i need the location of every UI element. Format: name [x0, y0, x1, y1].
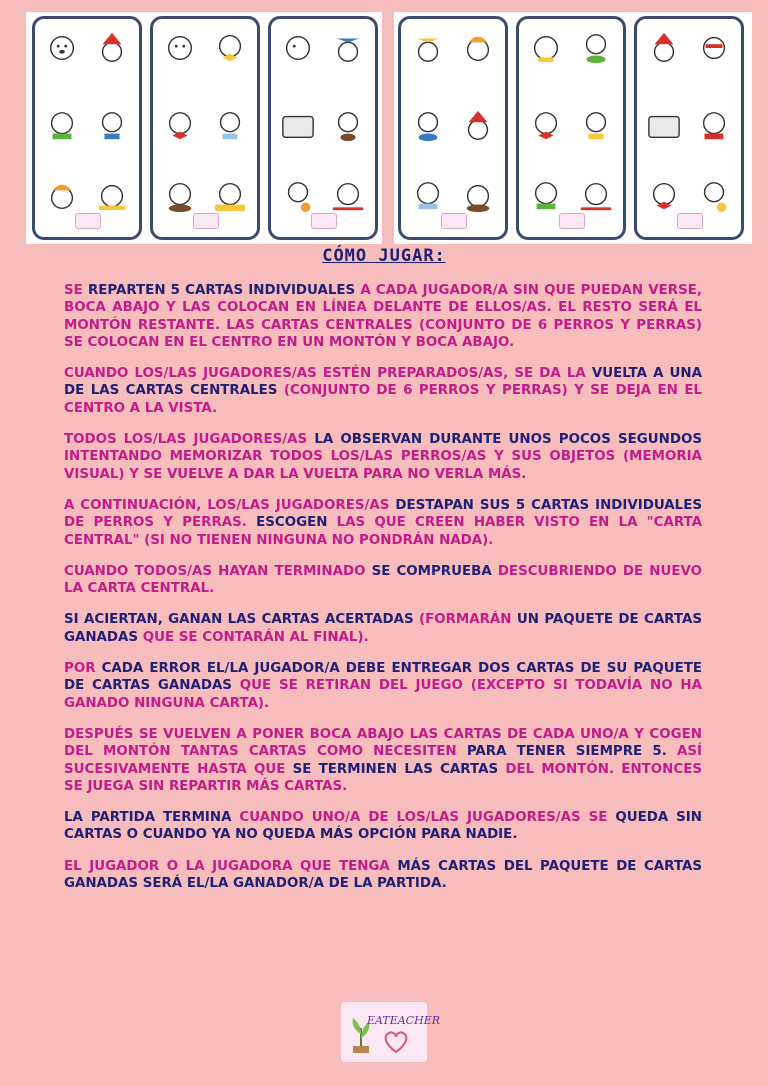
instruction-text: ASÍ SUCESIVAMENTE HASTA QUE [64, 744, 702, 777]
dog-with-scarf-icon [695, 109, 733, 143]
instruction-text: SE TERMINEN LAS CARTAS [292, 761, 506, 777]
poodle-icon [211, 109, 249, 143]
instruction-paragraph [64, 611, 702, 646]
instruction-text: SI ACIERTAN, GANAN LAS CARTAS ACERTADAS [64, 612, 419, 628]
instruction-text: (CONJUNTO DE 6 PERROS Y PERRAS) Y SE DEJA EN EL CENTRO A LA VISTA. [64, 383, 702, 416]
instruction-text: DESCUBRIENDO DE NUEVO LA CARTA CENTRAL. [64, 563, 702, 597]
instruction-text: CUANDO TODOS/AS HAYAN TERMINADO [64, 563, 372, 579]
pet-carrier-icon [279, 109, 317, 143]
instruction-paragraph [64, 809, 702, 844]
instruction-paragraph [64, 563, 702, 598]
poodle-icon [577, 109, 615, 143]
logo-text: EATEACHER [367, 1014, 441, 1027]
instruction-text: QUEDA SIN CARTAS O CUANDO YA NO QUEDA MÁS OPCIÓN PARA NADIE. [64, 810, 702, 843]
dog-card [268, 16, 378, 240]
instruction-text: (FORMARÁN [418, 612, 517, 628]
eateacher-logo [341, 1002, 441, 1062]
instruction-text: A CONTINUACIÓN, LOS/LAS JUGADORES/AS [64, 497, 396, 513]
dog-with-scarf-icon [527, 179, 565, 213]
instruction-text: LA PARTIDA TERMINA [64, 810, 240, 826]
instruction-text: DEL MONTÓN. ENTONCES SE JUEGA SIN REPARTIR MÁS CARTAS. [64, 761, 702, 794]
instruction-text: REPARTEN 5 CARTAS INDIVIDUALES [87, 283, 361, 298]
mini-logo [441, 213, 467, 229]
instruction-text: DE PERROS Y PERRAS. [64, 515, 257, 531]
mini-logo [75, 213, 101, 229]
dog-with-ball-icon [279, 179, 317, 213]
dog-with-cap-icon [459, 31, 497, 65]
mini-logo [311, 213, 337, 229]
dog-icon [279, 31, 317, 65]
dog-with-hat-icon [459, 109, 497, 143]
dog-card [634, 16, 744, 240]
dog-with-bowl-icon [577, 31, 615, 65]
dog-with-propeller-hat-icon [409, 31, 447, 65]
dog-card [398, 16, 508, 240]
dog-with-cushion-icon [211, 179, 249, 213]
dog-icon [43, 31, 81, 65]
dog-with-bowl-icon [409, 109, 447, 143]
instruction-text: SE COMPRUEBA [371, 563, 498, 579]
mini-logo [193, 213, 219, 229]
dog-with-ball-icon [695, 179, 733, 213]
instruction-text: LA OBSERVAN DURANTE UNOS POCOS SEGUNDOS [314, 432, 702, 448]
instruction-text: CUANDO LOS/LAS JUGADORES/AS ESTÉN PREPARADOS/AS, SE DA LA [64, 366, 592, 382]
dog-with-bone-icon [93, 179, 131, 213]
cards-image-right [394, 12, 752, 244]
instruction-text: CADA ERROR EL/LA JUGADOR/A DEBE ENTREGAR DOS CARTAS DE SU PAQUETE DE CARTAS GANADAS [64, 661, 703, 694]
dog-with-glasses-icon [695, 31, 733, 65]
instruction-text: DESTAPAN SUS 5 CARTAS INDIVIDUALES [395, 497, 702, 513]
dog-with-scarf-icon [409, 179, 447, 213]
instruction-text: ESCOGEN [256, 515, 337, 531]
page-title: CÓMO JUGAR: [322, 246, 446, 266]
instruction-text: PARA TENER SIEMPRE 5. [466, 744, 677, 760]
instruction-text: TODOS LOS/LAS JUGADORES/AS [64, 432, 315, 448]
dog-with-bowl-icon [161, 179, 199, 213]
dog-with-propeller-hat-icon [329, 31, 367, 65]
dog-icon [161, 31, 199, 65]
dog-with-hat-icon [645, 31, 683, 65]
instruction-paragraph [64, 365, 702, 417]
dog-card [516, 16, 626, 240]
instruction-paragraph [64, 726, 702, 795]
mini-logo [559, 213, 585, 229]
instruction-text: QUE SE RETIRAN DEL JUEGO (EXCEPTO SI TODAVÍA NO HA GANADO NINGUNA CARTA). [64, 678, 702, 711]
dog-with-cap-icon [43, 179, 81, 213]
poodle-icon [329, 109, 367, 143]
instruction-text: QUE SE CONTARÁN AL FINAL). [142, 629, 369, 645]
dog-with-toothbrush-icon [329, 179, 367, 213]
instruction-text: POR [64, 661, 102, 677]
dog-card [150, 16, 260, 240]
instruction-text: CUANDO UNO/A DE LOS/LAS JUGADORES/AS SE [239, 810, 616, 826]
instruction-paragraph [64, 282, 702, 351]
instruction-text: EL JUGADOR O LA JUGADORA QUE TENGA [64, 858, 398, 874]
instruction-paragraph [64, 431, 702, 483]
dog-with-scarf-icon [43, 109, 81, 143]
cards-image-left [26, 12, 382, 244]
instruction-paragraph [64, 660, 702, 712]
instruction-text: MÁS CARTAS DEL PAQUETE DE CARTAS GANADAS SERÁ EL/LA GANADOR/A DE LA PARTIDA. [64, 858, 702, 892]
instruction-text: A CADA JUGADOR/A SIN QUE PUEDAN VERSE, BOCA ABAJO Y LAS COLOCAN EN LÍNEA DELANTE DE ELLOS/AS. EL RESTO SERÁ EL MONTÓN RESTANTE. LAS CARTAS CENTRALES (CONJUNTO DE 6 PERROS Y PERRAS) SE COLOCAN EN EL CENTRO EN UN MONTÓN Y BOCA ABAJO. [64, 283, 702, 350]
dog-with-bone-icon [459, 179, 497, 213]
instruction-text: VUELTA A UNA DE LAS CARTAS CENTRALES [64, 366, 703, 399]
instructions [64, 282, 702, 906]
instruction-paragraph [64, 858, 702, 893]
dog-with-hat-icon [93, 31, 131, 65]
dog-with-bow-icon [645, 179, 683, 213]
pet-carrier-icon [645, 109, 683, 143]
dog-icon [527, 31, 565, 65]
instruction-text: SE [64, 283, 88, 298]
dog-with-red-bow-icon [527, 109, 565, 143]
instruction-text: INTENTANDO MEMORIZAR TODOS LOS/LAS PERROS/AS Y SUS OBJETOS (MEMORIA VISUAL) Y SE VUELVE A DAR LA VUELTA PARA NO VERLA MÁS. [64, 449, 702, 482]
instruction-text: LAS QUE CREEN HABER VISTO EN LA "CARTA CENTRAL" (SI NO TIENEN NINGUNA NO PONDRÁN NADA). [64, 515, 702, 548]
heart-icon [383, 1030, 409, 1054]
instruction-paragraph [64, 497, 702, 549]
poodle-icon [93, 109, 131, 143]
dog-with-red-bow-icon [161, 109, 199, 143]
dog-with-toothbrush-icon [577, 179, 615, 213]
dog-card [32, 16, 142, 240]
instruction-text: DESPUÉS SE VUELVEN A PONER BOCA ABAJO LAS CARTAS DE CADA UNO/A Y COGEN DEL MONTÓN TANTAS CARTAS COMO NECESITEN [64, 726, 702, 760]
instruction-text: UN PAQUETE DE CARTAS GANADAS [64, 612, 702, 645]
mini-logo [677, 213, 703, 229]
dog-with-bow-icon [211, 31, 249, 65]
